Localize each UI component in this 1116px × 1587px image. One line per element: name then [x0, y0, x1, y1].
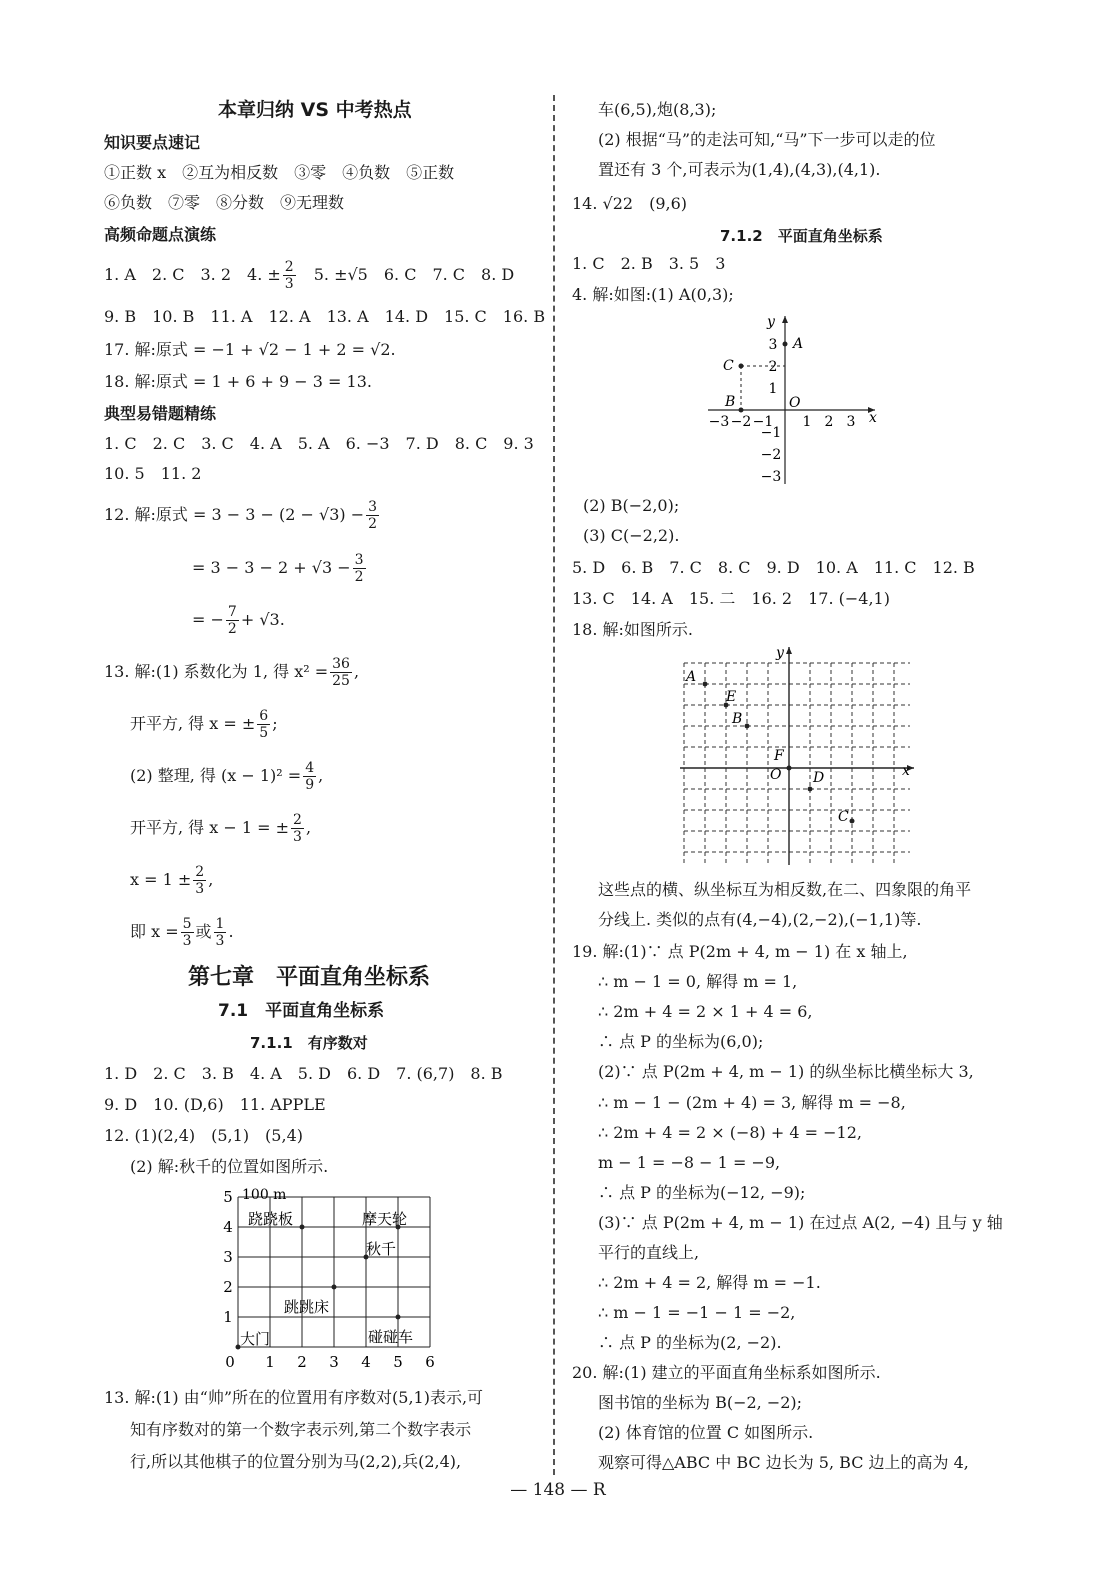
subsection-heading: 7.1.1 有序数对: [250, 1034, 368, 1052]
answer-line: (3) C(−2,2).: [583, 526, 680, 545]
grid-label: 大门: [240, 1330, 271, 1348]
grid-label: 跳跳床: [284, 1298, 330, 1316]
answer-line: (2)∵ 点 P(2m + 4, m − 1) 的纵坐标比横坐标大 3,: [598, 1062, 974, 1081]
answer-line: (2) 根据“马”的走法可知,“马”下一步可以走的位: [598, 130, 936, 149]
page-number: — 148 — R: [510, 1480, 606, 1500]
x-tick: 0: [225, 1353, 235, 1371]
answer-line: 分线上. 类似的点有(4,−4),(2,−2),(−1,1)等.: [598, 910, 922, 929]
equation-line: [130, 862, 213, 898]
denominator: 2: [368, 516, 378, 532]
y-tick: 2: [768, 359, 778, 375]
answer-line: (3)∵ 点 P(2m + 4, m − 1) 在过点 A(2, −4) 且与 y 轴: [598, 1213, 1003, 1232]
answer-line: 平行的直线上,: [598, 1243, 700, 1262]
answer-line: 观察可得△ABC 中 BC 边长为 5, BC 边上的高为 4,: [598, 1453, 969, 1472]
x-tick: −2: [730, 414, 752, 430]
text-span: ;: [272, 714, 278, 733]
x-tick: 3: [846, 414, 856, 430]
numerator: 2: [284, 259, 294, 275]
text-span: 开平方, 得 x = ±: [130, 714, 256, 733]
answer-line: 9. D 10. (D,6) 11. APPLE: [104, 1095, 326, 1114]
denominator: 2: [227, 621, 237, 637]
denominator: 2: [354, 569, 364, 585]
fraction: [214, 916, 227, 949]
text-span: 1. A 2. C 3. 2 4. ±: [104, 265, 281, 284]
point-seesaw: [300, 1225, 305, 1230]
dashed-grid-figure: [680, 645, 920, 867]
answer-line: 1. D 2. C 3. B 4. A 5. D 6. D 7. (6,7) 8. B: [104, 1064, 503, 1083]
numerator: 6: [259, 708, 269, 724]
point-label: B: [725, 394, 736, 410]
text-span: (2) 整理, 得 (x − 1)² =: [130, 766, 302, 785]
column-divider: [553, 95, 555, 1475]
text-span: x = 1 ±: [130, 870, 192, 889]
fraction: [257, 708, 270, 741]
section-heading: 7.1 平面直角坐标系: [218, 1001, 385, 1021]
subsection-heading: 高频命题点演练: [104, 225, 217, 244]
point-label: C: [723, 358, 734, 374]
text-line: ⑥负数 ⑦零 ⑧分数 ⑨无理数: [104, 193, 345, 212]
x-tick: 1: [265, 1353, 275, 1371]
numerator: 3: [368, 499, 378, 515]
y-tick: 3: [768, 337, 778, 353]
denominator: 5: [259, 725, 269, 741]
point-bumper-car: [396, 1315, 401, 1320]
answer-line: [104, 258, 514, 292]
numerator: 7: [227, 604, 237, 620]
equation-line: [130, 706, 278, 742]
subsection-heading: 典型易错题精练: [104, 404, 217, 423]
x-tick: 3: [329, 1353, 339, 1371]
equation-line: [104, 654, 359, 690]
origin-label: O: [789, 395, 801, 411]
text-span: = −: [192, 610, 224, 629]
axis-label: y: [776, 645, 784, 661]
answer-line: 1. C 2. C 3. C 4. A 5. A 6. −3 7. D 8. C 9. 3: [104, 434, 534, 453]
answer-line: (2) B(−2,0);: [583, 496, 680, 515]
answer-line: 这些点的横、纵坐标互为相反数,在二、四象限的角平: [598, 880, 972, 899]
answer-line: 10. 5 11. 2: [104, 464, 202, 483]
grid-label: 跷跷板: [248, 1210, 294, 1228]
fraction: [283, 259, 296, 292]
equation-line: [130, 810, 311, 846]
answer-line: ∴ m − 1 = 0, 解得 m = 1,: [598, 972, 798, 991]
denominator: 3: [195, 881, 205, 897]
fraction: [181, 916, 194, 949]
equation-line: [130, 758, 323, 794]
answer-line: 13. 解:(1) 由“帅”所在的位置用有序数对(5,1)表示,可: [104, 1388, 484, 1407]
answer-line: 17. 解:原式 = −1 + √2 − 1 + 2 = √2.: [104, 340, 396, 359]
equation-line: [192, 550, 368, 586]
answer-line: 车(6,5),炮(8,3);: [598, 100, 717, 119]
y-tick: −3: [760, 469, 782, 485]
y-tick: 5: [223, 1188, 233, 1206]
answer-line: (2) 解:秋千的位置如图所示.: [130, 1157, 329, 1176]
numerator: 3: [354, 552, 364, 568]
fraction: [226, 604, 239, 637]
point-label: D: [813, 770, 825, 786]
text-span: 13. 解:(1) 系数化为 1, 得 x² =: [104, 662, 329, 681]
y-tick: 4: [223, 1218, 233, 1236]
x-tick: 1: [802, 414, 812, 430]
origin-label: O: [770, 767, 782, 783]
answer-line: ∴ 点 P 的坐标为(2, −2).: [598, 1333, 782, 1352]
grid-label: 秋千: [366, 1240, 397, 1258]
y-tick: 1: [223, 1308, 233, 1326]
equation-line: [192, 602, 285, 638]
answer-line: 置还有 3 个,可表示为(1,4),(4,3),(4,1).: [598, 160, 881, 179]
text-span: + √3.: [240, 610, 285, 629]
y-tick: 2: [223, 1278, 233, 1296]
answer-line: (2) 体育馆的位置 C 如图所示.: [598, 1423, 814, 1442]
answer-line: ∴ 2m + 4 = 2 × (−8) + 4 = −12,: [598, 1123, 862, 1142]
text-span: ,: [318, 766, 324, 785]
answer-line: 13. C 14. A 15. 二 16. 2 17. (−4,1): [572, 589, 890, 608]
x-tick: 4: [361, 1353, 371, 1371]
point-C: [850, 819, 855, 824]
point-A: [783, 342, 788, 347]
answer-line: 19. 解:(1)∵ 点 P(2m + 4, m − 1) 在 x 轴上,: [572, 942, 908, 961]
y-tick: 1: [768, 381, 778, 397]
axis-arrows: [786, 647, 914, 771]
answer-line: 知有序数对的第一个数字表示列,第二个数字表示: [130, 1420, 472, 1439]
x-tick: −3: [708, 414, 730, 430]
point-F: [787, 766, 792, 771]
x-tick: 2: [824, 414, 834, 430]
numerator: 36: [332, 656, 350, 672]
grid-unit-label: 100 m: [242, 1187, 287, 1203]
coordinate-axes-figure: [703, 312, 883, 487]
answer-line: ∴ 2m + 4 = 2, 解得 m = −1.: [598, 1273, 821, 1292]
fraction: [366, 499, 379, 532]
numerator: 5: [182, 916, 192, 932]
text-span: ,: [353, 662, 360, 681]
right-column: [568, 0, 1018, 1540]
denominator: 3: [182, 933, 192, 949]
text-span: 或: [195, 922, 212, 941]
answer-line: ∴ 2m + 4 = 2 × 1 + 4 = 6,: [598, 1002, 813, 1021]
fraction: [193, 864, 206, 897]
playground-grid-figure: [212, 1185, 442, 1380]
denominator: 3: [284, 276, 294, 292]
section-title: 本章归纳 VS 中考热点: [218, 99, 412, 121]
numerator: 2: [195, 864, 205, 880]
x-tick: 2: [297, 1353, 307, 1371]
denominator: 25: [332, 673, 350, 689]
y-tick: −1: [760, 425, 782, 441]
fraction: [291, 812, 304, 845]
subsection-heading: 7.1.2 平面直角坐标系: [720, 227, 883, 245]
left-column: [100, 0, 546, 1540]
point-C: [739, 364, 744, 369]
point-label: A: [686, 669, 697, 685]
x-tick: 5: [393, 1353, 403, 1371]
fraction: [303, 760, 316, 793]
x-tick: 6: [425, 1353, 435, 1371]
point-trampoline: [332, 1285, 337, 1290]
axis-label: y: [767, 314, 775, 330]
fraction: [330, 656, 352, 689]
answer-line: 图书馆的坐标为 B(−2, −2);: [598, 1393, 803, 1412]
text-span: ,: [208, 870, 214, 889]
text-span: 5. ±√5 6. C 7. C 8. D: [297, 265, 515, 284]
equation-line: [130, 914, 234, 950]
axis-label: x: [902, 763, 910, 779]
answer-line: 4. 解:如图:(1) A(0,3);: [572, 285, 734, 304]
subsection-heading: 知识要点速记: [104, 133, 201, 152]
answer-line: 1. C 2. B 3. 5 3: [572, 254, 726, 273]
text-span: ,: [305, 818, 312, 837]
equation-line: [104, 497, 381, 533]
fraction: [353, 552, 366, 585]
x-tick: −1: [752, 414, 774, 430]
numerator: 1: [215, 916, 225, 932]
point-label: B: [732, 711, 743, 727]
denominator: 9: [305, 777, 315, 793]
grid-label: 摩天轮: [362, 1210, 408, 1228]
answer-line: ∴ 点 P 的坐标为(−12, −9);: [598, 1183, 806, 1202]
grid-label: 碰碰车: [368, 1328, 414, 1346]
text-span: 即 x =: [130, 922, 179, 941]
y-tick: −2: [760, 447, 782, 463]
answer-line: ∴ 点 P 的坐标为(6,0);: [598, 1032, 764, 1051]
text-span: 开平方, 得 x − 1 = ±: [130, 818, 290, 837]
point-label: C: [838, 809, 849, 825]
answer-line: ∴ m − 1 = −1 − 1 = −2,: [598, 1303, 796, 1322]
point-label: A: [793, 336, 804, 352]
point-label: F: [774, 748, 784, 764]
point-D: [808, 787, 813, 792]
answer-line: 5. D 6. B 7. C 8. C 9. D 10. A 11. C 12. B: [572, 558, 975, 577]
numerator: 2: [293, 812, 302, 828]
answer-line: 9. B 10. B 11. A 12. A 13. A 14. D 15. C 16. B: [104, 307, 546, 326]
answer-line: 20. 解:(1) 建立的平面直角坐标系如图所示.: [572, 1363, 881, 1382]
answer-line: 12. (1)(2,4) (5,1) (5,4): [104, 1126, 303, 1145]
answer-line: ∴ m − 1 − (2m + 4) = 3, 解得 m = −8,: [598, 1093, 906, 1112]
point-A: [703, 682, 708, 687]
point-label: E: [726, 689, 737, 705]
answer-line: 18. 解:如图所示.: [572, 620, 694, 639]
denominator: 3: [293, 829, 302, 845]
answer-line: m − 1 = −8 − 1 = −9,: [598, 1153, 781, 1172]
answer-line: 18. 解:原式 = 1 + 6 + 9 − 3 = 13.: [104, 372, 372, 391]
axis-label: x: [869, 410, 877, 426]
answer-line: 行,所以其他棋子的位置分别为马(2,2),兵(2,4),: [130, 1452, 462, 1471]
denominator: 3: [215, 933, 225, 949]
answer-line: 14. √22 (9,6): [572, 194, 688, 213]
point-B: [739, 408, 744, 413]
text-span: = 3 − 3 − 2 + √3 −: [192, 558, 351, 577]
chapter-title: 第七章 平面直角坐标系: [188, 965, 431, 990]
text-span: .: [228, 922, 234, 941]
y-tick: 3: [223, 1248, 233, 1266]
point-B: [745, 724, 750, 729]
numerator: 4: [305, 760, 315, 776]
text-span: 12. 解:原式 = 3 − 3 − (2 − √3) −: [104, 505, 365, 524]
text-line: ①正数 x ②互为相反数 ③零 ④负数 ⑤正数: [104, 163, 455, 182]
